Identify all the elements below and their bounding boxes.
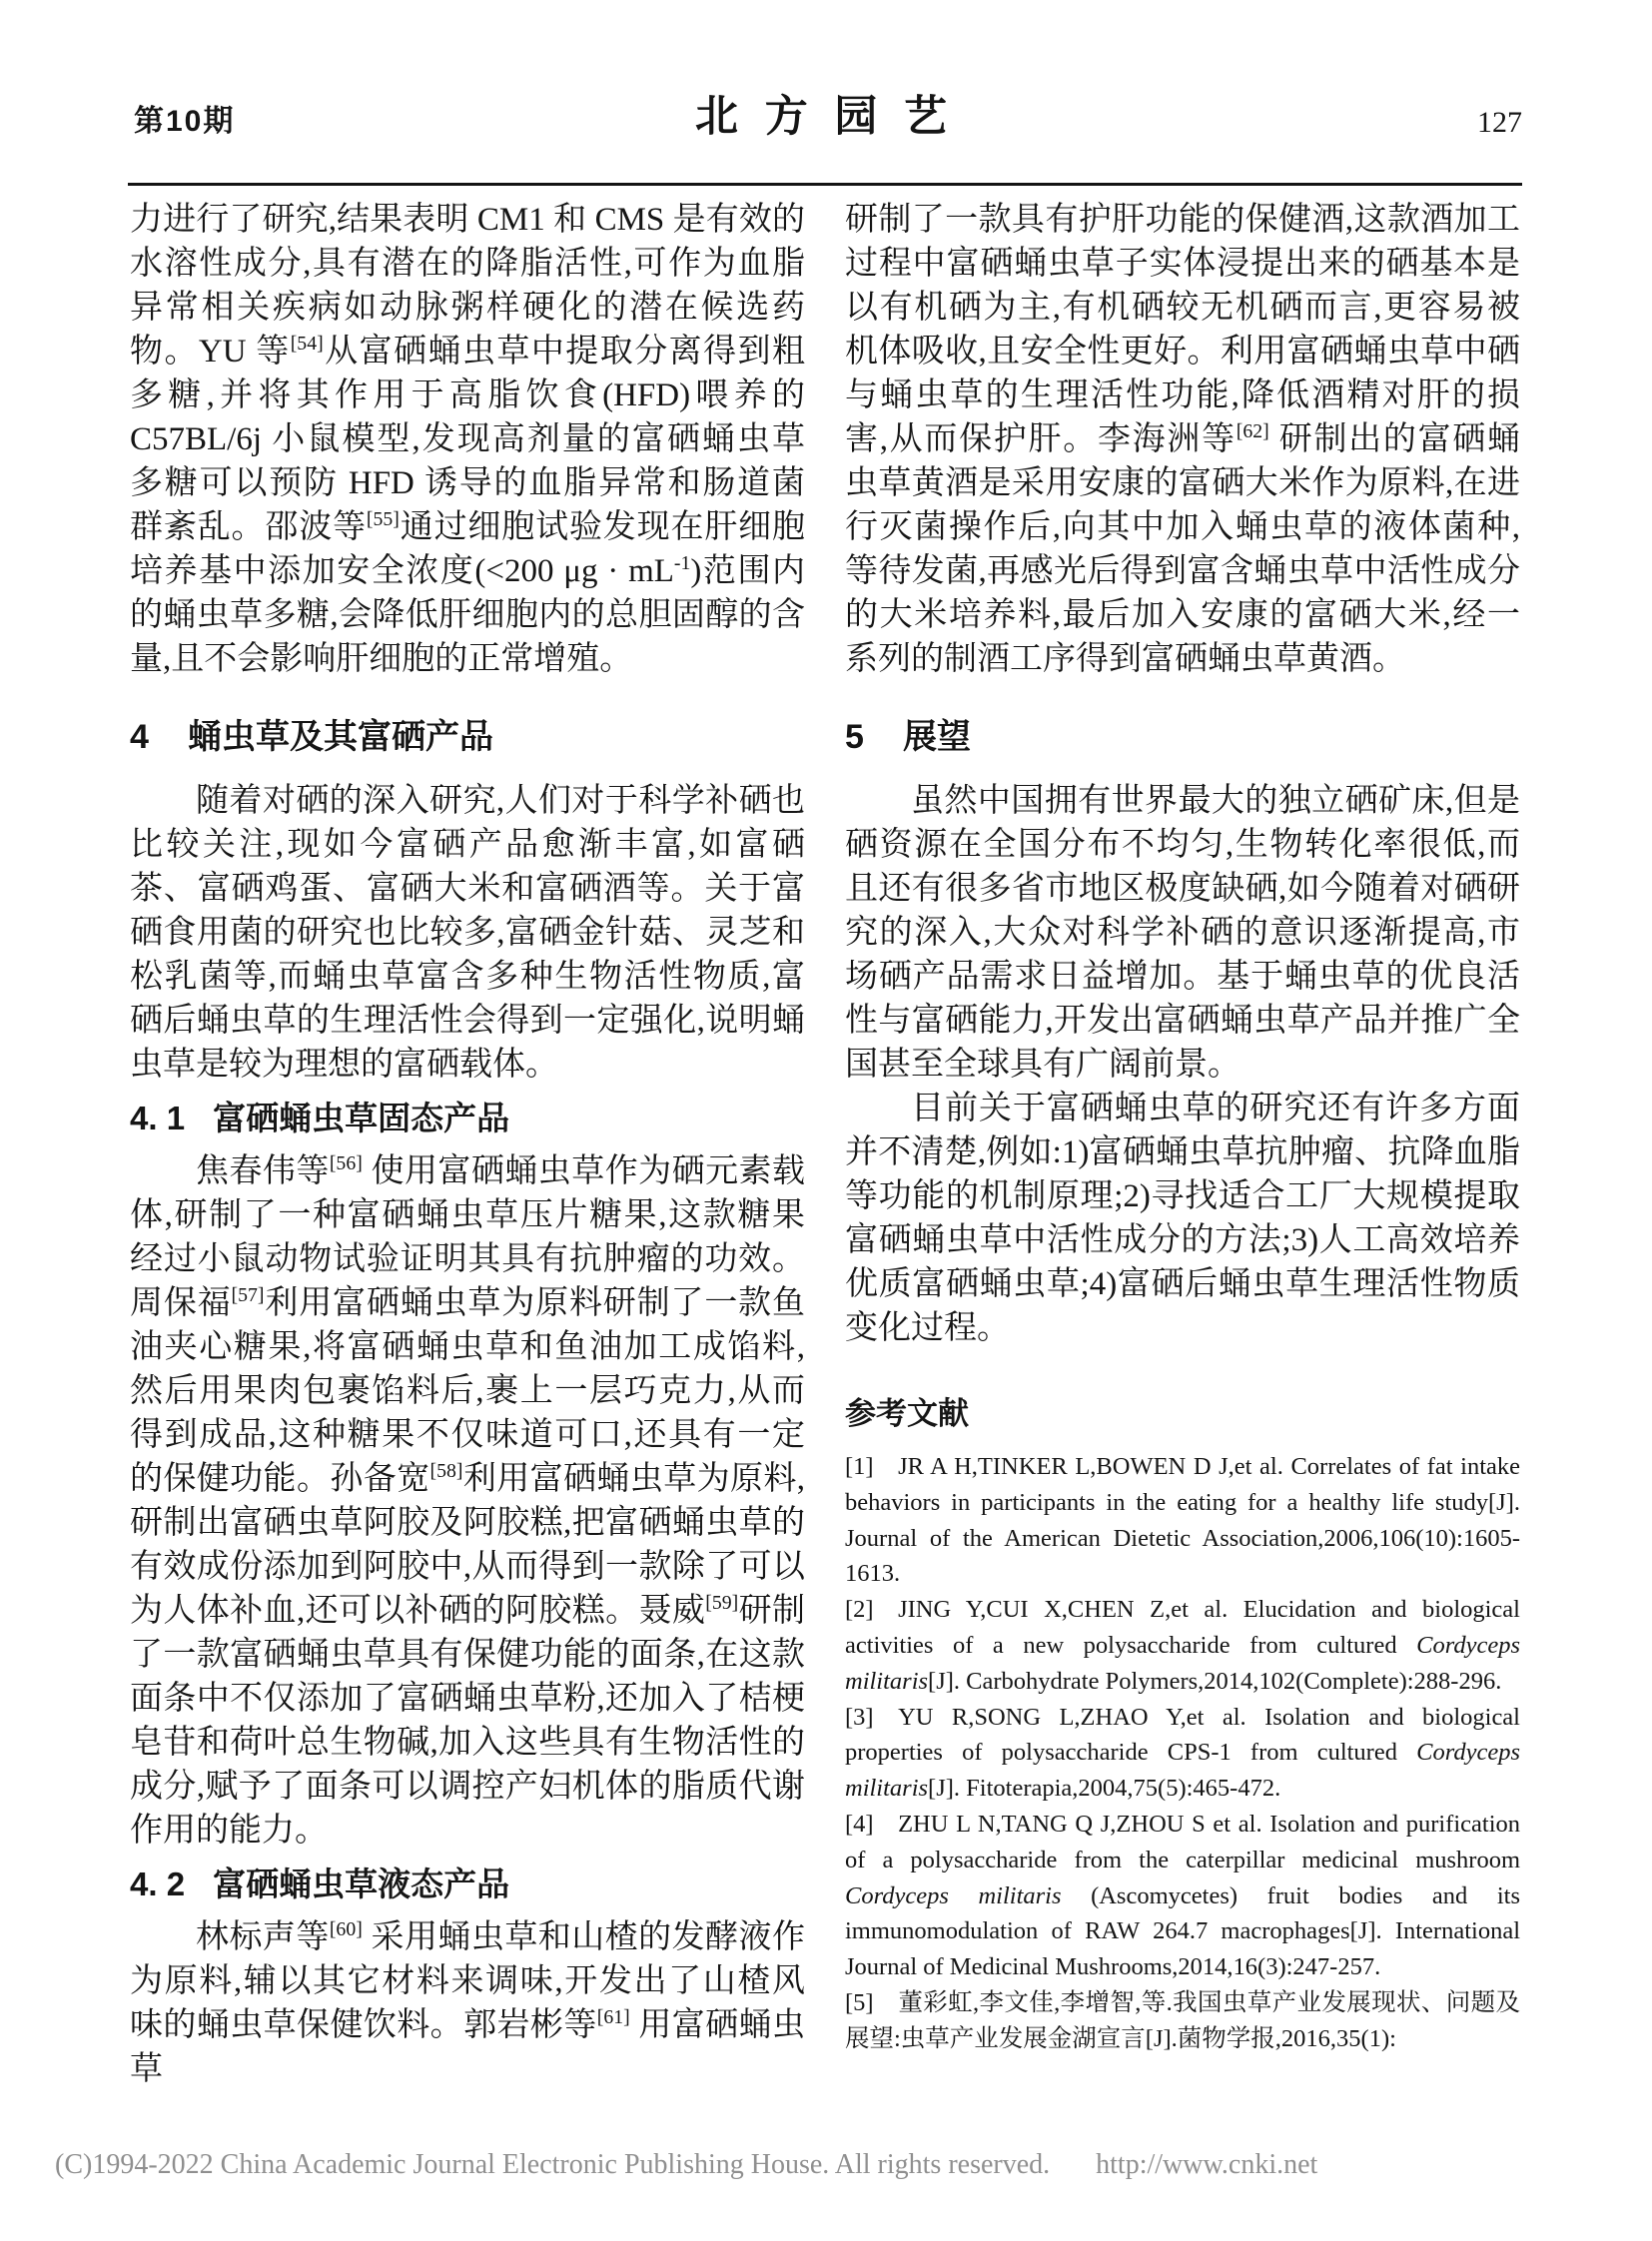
section-title: 展望	[903, 718, 972, 756]
reference-item: [3] YU R,SONG L,ZHAO Y,et al. Isolation and biological properties of polysaccharide CPS-1 from cultured Cordyceps militaris[J]. Fitoterapia,2004,75(5):465-472.	[845, 1703, 1520, 1803]
reference-item: [4] ZHU L N,TANG Q J,ZHOU S et al. Isolation and purification of a polysaccharide from the caterpillar medicinal mushroom Cordyceps militaris (Ascomycetes) fruit bodies and its immunomodulation of RAW 264.7 macrophages[J]. International Journal of Medicinal Mushrooms,2014,16(3):247-257.	[845, 1810, 1520, 1981]
subsection-title: 富硒蛹虫草固态产品	[213, 1100, 510, 1136]
subsection-number: 4. 1	[130, 1100, 186, 1136]
subsection-title: 富硒蛹虫草液态产品	[213, 1866, 510, 1902]
header-rule	[128, 183, 1522, 186]
footer-url: http://www.cnki.net	[1096, 2149, 1318, 2180]
copyright-text: (C)1994-2022 China Academic Journal Electronic Publishing House. All rights reserved.	[55, 2149, 1051, 2180]
section-number: 5	[845, 718, 864, 756]
subsection-heading-4-2	[130, 1862, 805, 1907]
subsection-number: 4. 2	[130, 1866, 186, 1902]
reference-item: [2] JING Y,CUI X,CHEN Z,et al. Elucidation and biological activities of a new polysaccharide from cultured Cordyceps militaris[J]. Carbohydrate Polymers,2014,102(Complete):288-296.	[845, 1596, 1520, 1695]
subsection-heading-4-1	[130, 1096, 805, 1141]
paragraph: 林标声等[60] 采用蛹虫草和山楂的发酵液作为原料,辅以其它材料来调味,开发出了山楂风味的蛹虫草保健饮料。郭岩彬等[61] 用富硒蛹虫草	[130, 1918, 806, 2087]
page-header	[130, 86, 1522, 144]
references-heading: 参考文献	[845, 1396, 969, 1431]
section-title: 蛹虫草及其富硒产品	[188, 718, 494, 756]
reference-item: [5] 董彩虹,李文佳,李增智,等.我国虫草产业发展现状、问题及展望:虫草产业发展金湖宣言[J].菌物学报,2016,35(1):	[845, 1988, 1520, 2052]
article-body	[130, 198, 1520, 2091]
section-heading-4	[130, 714, 805, 760]
paragraph: 虽然中国拥有世界最大的独立硒矿床,但是硒资源在全国分布不均匀,生物转化率很低,而且还有很多省市地区极度缺硒,如今随着对硒研究的深入,大众对科学补硒的意识逐渐提高,市场硒产品需求日益增加。基于蛹虫草的优良活性与富硒能力,开发出富硒蛹虫草产品并推广全国甚至全球具有广阔前景。	[845, 783, 1520, 1083]
paragraph-continued: 研制了一款具有护肝功能的保健酒,这款酒加工过程中富硒蛹虫草子实体浸提出来的硒基本是以有机硒为主,有机硒较无机硒而言,更容易被机体吸收,且安全性更好。利用富硒蛹虫草中硒与蛹虫草的生理活性功能,降低酒精对肝的损害,从而保护肝。李海洲等[62] 研制出的富硒蛹虫草黄酒是采用安康的富硒大米作为原料,在进行灭菌操作后,向其中加入蛹虫草的液体菌种,等待发菌,再感光后得到富含蛹虫草中活性成分的大米培养料,最后加入安康的富硒大米,经一系列的制酒工序得到富硒蛹虫草黄酒。	[845, 202, 1521, 677]
issue-label: 第10期	[134, 105, 236, 138]
page-number: 127	[1477, 106, 1522, 139]
paragraph: 随着对硒的深入研究,人们对于科学补硒也比较关注,现如今富硒产品愈渐丰富,如富硒茶、富硒鸡蛋、富硒大米和富硒酒等。关于富硒食用菌的研究也比较多,富硒金针菇、灵芝和松乳菌等,而蛹虫草富含多种生物活性物质,富硒后蛹虫草的生理活性会得到一定强化,说明蛹虫草是较为理想的富硒载体。	[130, 783, 805, 1083]
paragraph: 目前关于富硒蛹虫草的研究还有许多方面并不清楚,例如:1)富硒蛹虫草抗肿瘤、抗降血脂等功能的机制原理;2)寻找适合工厂大规模提取富硒蛹虫草中活性成分的方法;3)人工高效培养优质富硒蛹虫草;4)富硒后蛹虫草生理活性物质变化过程。	[845, 1091, 1520, 1346]
section-number: 4	[130, 718, 149, 756]
right-column	[845, 198, 1520, 2091]
page-footer	[55, 2149, 1612, 2181]
section-heading-5	[845, 714, 1520, 760]
paragraph: 焦春伟等[56] 使用富硒蛹虫草作为硒元素载体,研制了一种富硒蛹虫草压片糖果,这款糖果经过小鼠动物试验证明其具有抗肿瘤的功效。周保福[57]利用富硒蛹虫草为原料研制了一款鱼油夹心糖果,将富硒蛹虫草和鱼油加工成馅料,然后用果肉包裹馅料后,裹上一层巧克力,从而得到成品,这种糖果不仅味道可口,还具有一定的保健功能。孙备宽[58]利用富硒蛹虫草为原料,研制出富硒虫草阿胶及阿胶糕,把富硒蛹虫草的有效成份添加到阿胶中,从而得到一款除了可以为人体补血,还可以补硒的阿胶糕。聂威[59]研制了一款富硒蛹虫草具有保健功能的面条,在这款面条中不仅添加了富硒蛹虫草粉,还加入了桔梗皂苷和荷叶总生物碱,加入这些具有生物活性的成分,赋予了面条可以调控产妇机体的脂质代谢作用的能力。	[130, 1152, 806, 1849]
left-column	[130, 198, 805, 2091]
reference-item: [1] JR A H,TINKER L,BOWEN D J,et al. Correlates of fat intake behaviors in participants in the eating for a healthy life study[J]. Journal of the American Dietetic Association,2006,106(10):1605-1613.	[845, 1453, 1520, 1588]
journal-title: 北方园艺	[695, 94, 974, 141]
paragraph-continued: 力进行了研究,结果表明 CM1 和 CMS 是有效的水溶性成分,具有潜在的降脂活性,可作为血脂异常相关疾病如动脉粥样硬化的潜在候选药物。YU 等[54]从富硒蛹虫草中提取分离得到粗多糖,并将其作用于高脂饮食(HFD)喂养的 C57BL/6j 小鼠模型,发现高剂量的富硒蛹虫草多糖可以预防 HFD 诱导的血脂异常和肠道菌群紊乱。邵波等[55]通过细胞试验发现在肝细胞培养基中添加安全浓度(<200 $\mu g \cdot mL^{-1}$)范围内的蛹虫草多糖,会降低肝细胞内的总胆固醇的含量,且不会影响肝细胞的正常增殖。	[130, 202, 806, 677]
